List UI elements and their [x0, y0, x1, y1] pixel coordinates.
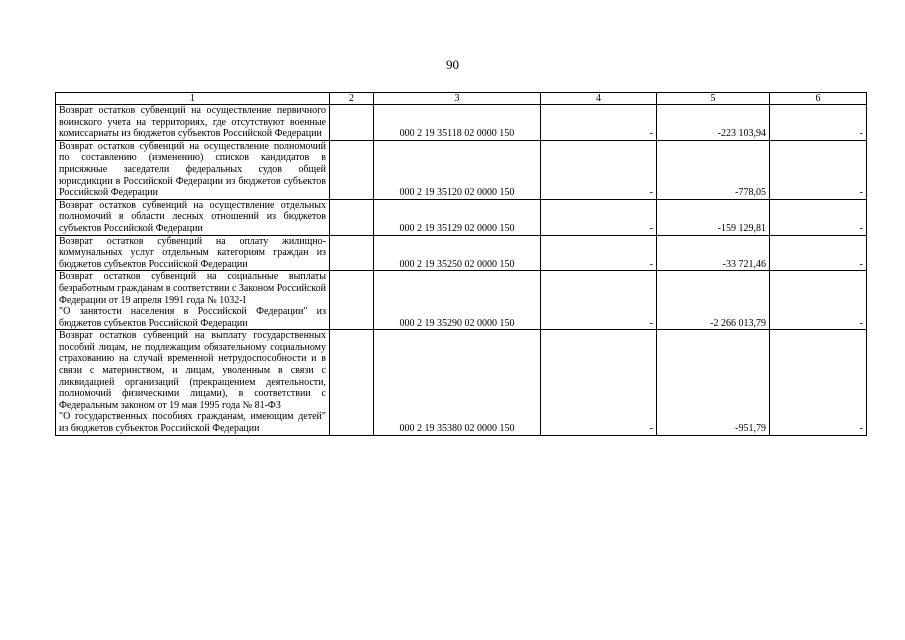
header-col-3: 3: [374, 93, 541, 105]
row-col-2: [330, 140, 374, 199]
row-col-2: [330, 330, 374, 435]
row-col-2: [330, 271, 374, 330]
row-description: Возврат остатков субвенций на осуществление полномочий по составлению (изменению) списков кандидатов в присяжные заседатели федеральных судов общей юрисдикции в Российской Федерации из бюджетов субъектов Российской Федерации: [56, 140, 330, 199]
page-number: 90: [446, 57, 459, 72]
row-col-6: -: [770, 271, 867, 330]
row-amount: -223 103,94: [657, 105, 770, 141]
row-description: Возврат остатков субвенций на выплату государственных пособий лицам, не подлежащим обязательному социальному страхованию на случай временной нетрудоспособности и в связи с материнством, и лицам, уволенным в связи с ликвидацией организаций (прекращением деятельности, полномочий физическими лицами), в соответствии с Федеральным законом от 19 мая 1995 года № 81-ФЗ "О государственных пособиях гражданам, имеющим детей" из бюджетов субъектов Российской Федерации: [56, 330, 330, 435]
row-budget-code: 000 2 19 35380 02 0000 150: [374, 330, 541, 435]
budget-table: [55, 92, 867, 436]
header-col-2: 2: [330, 93, 374, 105]
row-amount: -159 129,81: [657, 199, 770, 235]
row-col-4: -: [541, 140, 657, 199]
row-amount: -778,05: [657, 140, 770, 199]
table-row: [56, 271, 867, 330]
header-col-4: 4: [541, 93, 657, 105]
row-col-6: -: [770, 140, 867, 199]
table-row: [56, 235, 867, 271]
header-col-6: 6: [770, 93, 867, 105]
row-description: Возврат остатков субвенций на осуществление первичного воинского учета на территориях, где отсутствуют военные комиссариаты из бюджетов субъектов Российской Федерации: [56, 105, 330, 141]
row-col-6: -: [770, 235, 867, 271]
header-col-5: 5: [657, 93, 770, 105]
row-col-4: -: [541, 105, 657, 141]
header-row: [56, 93, 867, 105]
row-col-6: -: [770, 199, 867, 235]
row-col-4: -: [541, 271, 657, 330]
row-budget-code: 000 2 19 35290 02 0000 150: [374, 271, 541, 330]
row-description: Возврат остатков субвенций на оплату жилищно-коммунальных услуг отдельным категориям граждан из бюджетов субъектов Российской Федерации: [56, 235, 330, 271]
header-col-1: 1: [56, 93, 330, 105]
row-budget-code: 000 2 19 35250 02 0000 150: [374, 235, 541, 271]
row-col-6: -: [770, 105, 867, 141]
table-row: [56, 105, 867, 141]
row-col-2: [330, 105, 374, 141]
table-row: [56, 330, 867, 435]
table-row: [56, 140, 867, 199]
row-budget-code: 000 2 19 35129 02 0000 150: [374, 199, 541, 235]
row-amount: -2 266 013,79: [657, 271, 770, 330]
row-col-2: [330, 235, 374, 271]
row-amount: -951,79: [657, 330, 770, 435]
row-budget-code: 000 2 19 35118 02 0000 150: [374, 105, 541, 141]
table-row: [56, 199, 867, 235]
row-col-4: -: [541, 199, 657, 235]
row-col-2: [330, 199, 374, 235]
row-description: Возврат остатков субвенций на осуществление отдельных полномочий в области лесных отношений из бюджетов субъектов Российской Федерации: [56, 199, 330, 235]
row-description: Возврат остатков субвенций на социальные выплаты безработным гражданам в соответствии с Законом Российской Федерации от 19 апреля 1991 года № 1032-I "О занятости населения в Российской Федерации" из бюджетов субъектов Российской Федерации: [56, 271, 330, 330]
row-col-4: -: [541, 235, 657, 271]
row-col-4: -: [541, 330, 657, 435]
row-budget-code: 000 2 19 35120 02 0000 150: [374, 140, 541, 199]
row-amount: -33 721,46: [657, 235, 770, 271]
row-col-6: -: [770, 330, 867, 435]
